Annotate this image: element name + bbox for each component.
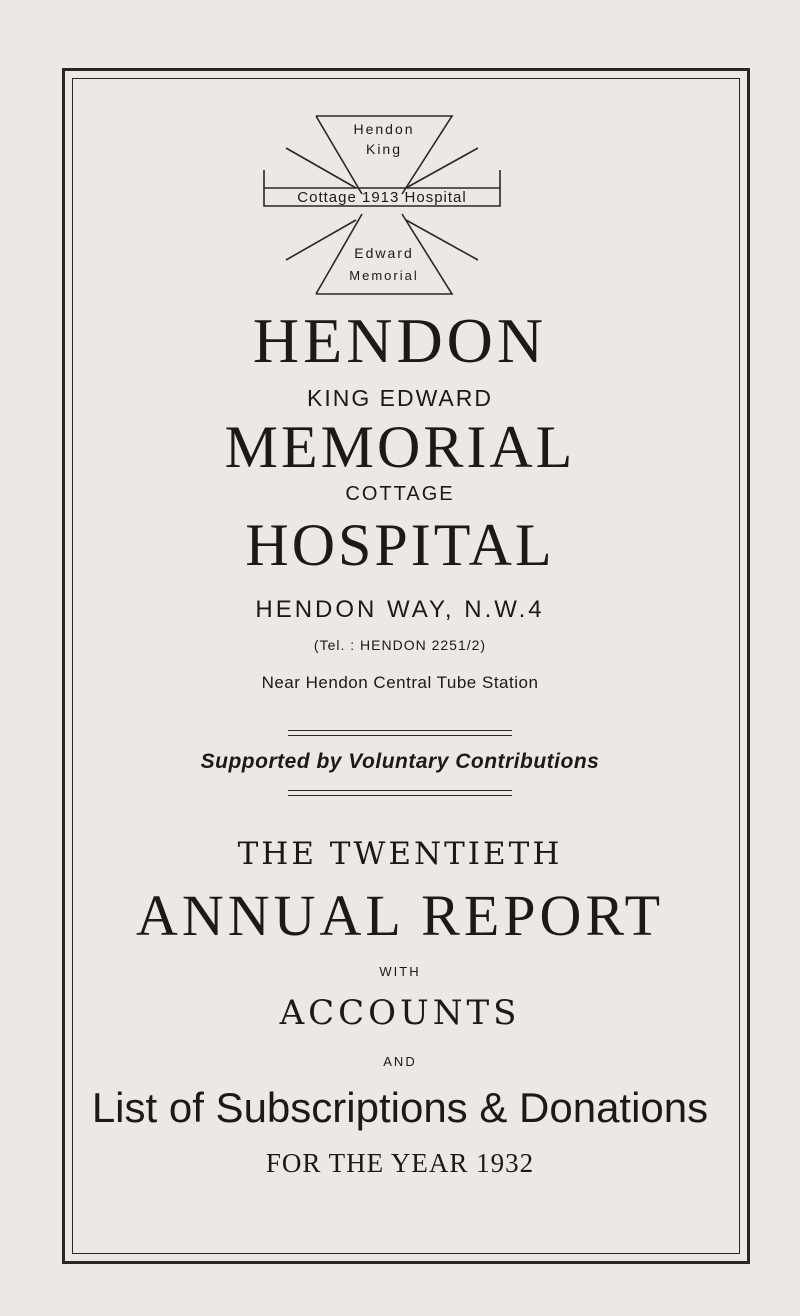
report-and: AND — [383, 1054, 417, 1069]
address-near-station: Near Hendon Central Tube Station — [261, 673, 539, 692]
hospital-emblem — [256, 108, 508, 300]
report-accounts: ACCOUNTS — [279, 993, 521, 1033]
report-subscriptions-donations: List of Subscriptions & Donations — [91, 1084, 709, 1131]
report-annual-report: ANNUAL REPORT — [135, 883, 665, 948]
emblem-king: King — [365, 141, 403, 157]
support-statement: Supported by Voluntary Contributions — [200, 750, 600, 773]
title-hendon: HENDON — [252, 305, 548, 376]
report-for-the-year: FOR THE YEAR 1932 — [265, 1148, 535, 1178]
report-with: WITH — [379, 964, 421, 979]
emblem-edward: Edward — [354, 245, 414, 261]
divider-top-second — [288, 735, 512, 736]
divider-bottom-second — [288, 795, 512, 796]
emblem-memorial: Memorial — [349, 268, 419, 283]
title-cottage: COTTAGE — [345, 483, 455, 505]
emblem-cottage-1913-hospital: Cottage 1913 Hospital — [297, 189, 467, 206]
title-hospital: HOSPITAL — [245, 512, 555, 578]
divider-top — [288, 730, 512, 731]
address-telephone: (Tel. : HENDON 2251/2) — [313, 637, 487, 653]
divider-bottom — [288, 790, 512, 791]
title-memorial: MEMORIAL — [224, 414, 576, 480]
address-street: HENDON WAY, N.W.4 — [255, 596, 545, 623]
emblem-hendon: Hendon — [353, 121, 415, 137]
title-king-edward: KING EDWARD — [307, 385, 493, 411]
report-the-twentieth: THE TWENTIETH — [237, 836, 563, 872]
